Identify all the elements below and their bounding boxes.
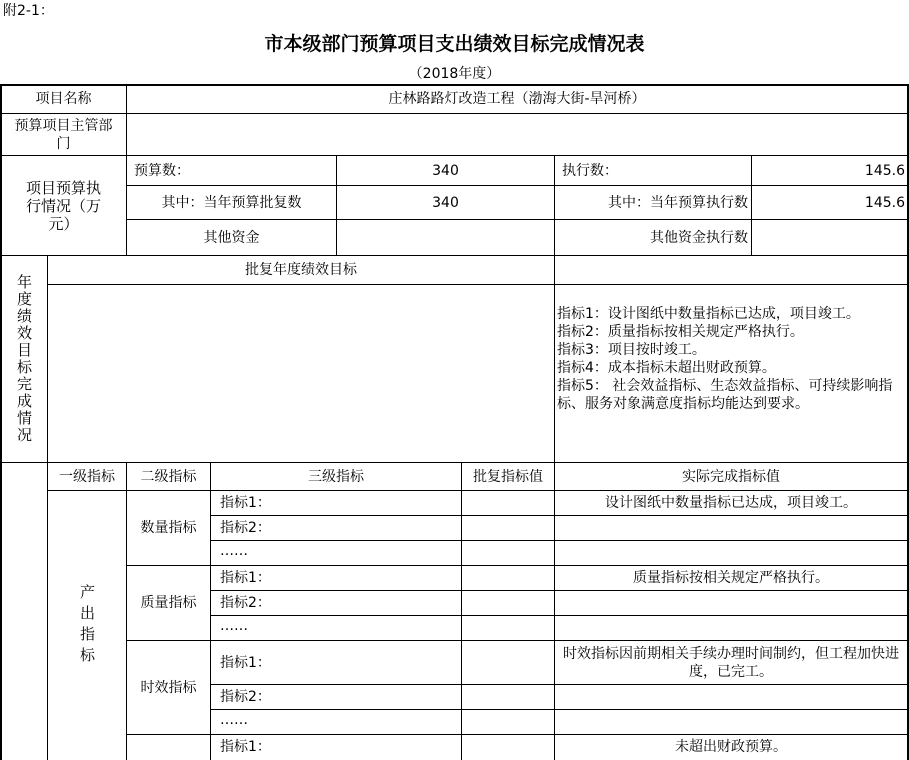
table-row-label: …… <box>220 618 248 634</box>
header-level2: 二级指标 <box>140 468 197 485</box>
attachment-label: 附2-1： <box>3 3 54 19</box>
header-approved: 批复指标值 <box>473 468 543 485</box>
table-row-actual: 设计图纸中数量指标已达成，项目竣工。 <box>605 495 857 511</box>
other-funds-exec-label: 其他资金执行数 <box>650 229 748 246</box>
cur-approved-value: 340 <box>432 194 459 211</box>
table-row-label: 指标2： <box>220 520 271 536</box>
table-row-label: 指标1： <box>220 570 271 586</box>
group-quantity: 数量指标 <box>140 520 197 536</box>
header-level3: 三级指标 <box>308 468 364 485</box>
table-row-label: 指标1： <box>220 495 271 511</box>
table-row-actual: 时效指标因前期相关手续办理时间制约，但工程加快进度，已完工。 <box>563 645 899 680</box>
group-timeliness: 时效指标 <box>140 679 197 696</box>
table-row-label: 指标1： <box>220 654 271 671</box>
table-row-label: 指标2： <box>220 689 271 705</box>
header-level1: 一级指标 <box>59 468 115 485</box>
goal-list <box>557 305 903 413</box>
budget-label: 预算数： <box>134 162 190 179</box>
project-name-value: 庄林路路灯改造工程（渤海大街-旱河桥） <box>388 91 646 107</box>
table-row-actual: 未超出财政预算。 <box>675 739 787 755</box>
goal-item: 指标1：设计图纸中数量指标已达成，项目竣工。 <box>557 306 860 322</box>
execution-label: 项目预算执行情况（万元） <box>25 178 101 233</box>
table-row-label: …… <box>220 543 248 559</box>
annual-goal-side-label: 年度绩效目标完成情况 <box>15 274 33 444</box>
table-row-label: 指标1： <box>220 739 271 755</box>
approved-goal-header: 批复年度绩效目标 <box>245 262 357 278</box>
goal-item: 指标3：项目按时竣工。 <box>557 342 706 358</box>
table-row-actual <box>555 516 907 540</box>
project-name-label: 项目名称 <box>35 91 92 107</box>
cur-exec-label: 其中：当年预算执行数 <box>608 194 748 211</box>
dept-label: 预算项目主管部门 <box>14 117 113 152</box>
table-row-actual <box>555 591 907 615</box>
goal-item: 指标2：质量指标按相关规定严格执行。 <box>557 324 804 340</box>
other-funds-label: 其他资金 <box>203 229 260 246</box>
exec-value: 145.6 <box>864 162 905 179</box>
dept-value <box>127 114 907 155</box>
table-row-label: 指标2： <box>220 595 271 611</box>
table-row-label: …… <box>220 712 248 728</box>
cur-exec-value: 145.6 <box>864 194 905 211</box>
page-title: 市本级部门预算项目支出绩效目标完成情况表 <box>264 33 645 55</box>
year-label: （2018年度） <box>408 66 501 82</box>
goal-item: 指标5： 社会效益指标、生态效益指标、可持续影响指标、服务对象满意度指标均能达到要求。 <box>557 378 893 412</box>
exec-label: 执行数： <box>562 162 618 179</box>
cur-approved-label: 其中：当年预算批复数 <box>161 194 302 211</box>
group-quality: 质量指标 <box>140 595 197 611</box>
output-indicator-label: 产出指标 <box>78 583 96 668</box>
goal-item: 指标4：成本指标未超出财政预算。 <box>557 360 776 376</box>
table-row-actual <box>555 685 907 709</box>
other-funds-value <box>337 220 554 255</box>
table-row-actual: 质量指标按相关规定严格执行。 <box>633 570 829 586</box>
other-funds-exec-value <box>752 220 905 255</box>
header-actual: 实际完成指标值 <box>682 468 780 485</box>
budget-value: 340 <box>432 162 459 179</box>
